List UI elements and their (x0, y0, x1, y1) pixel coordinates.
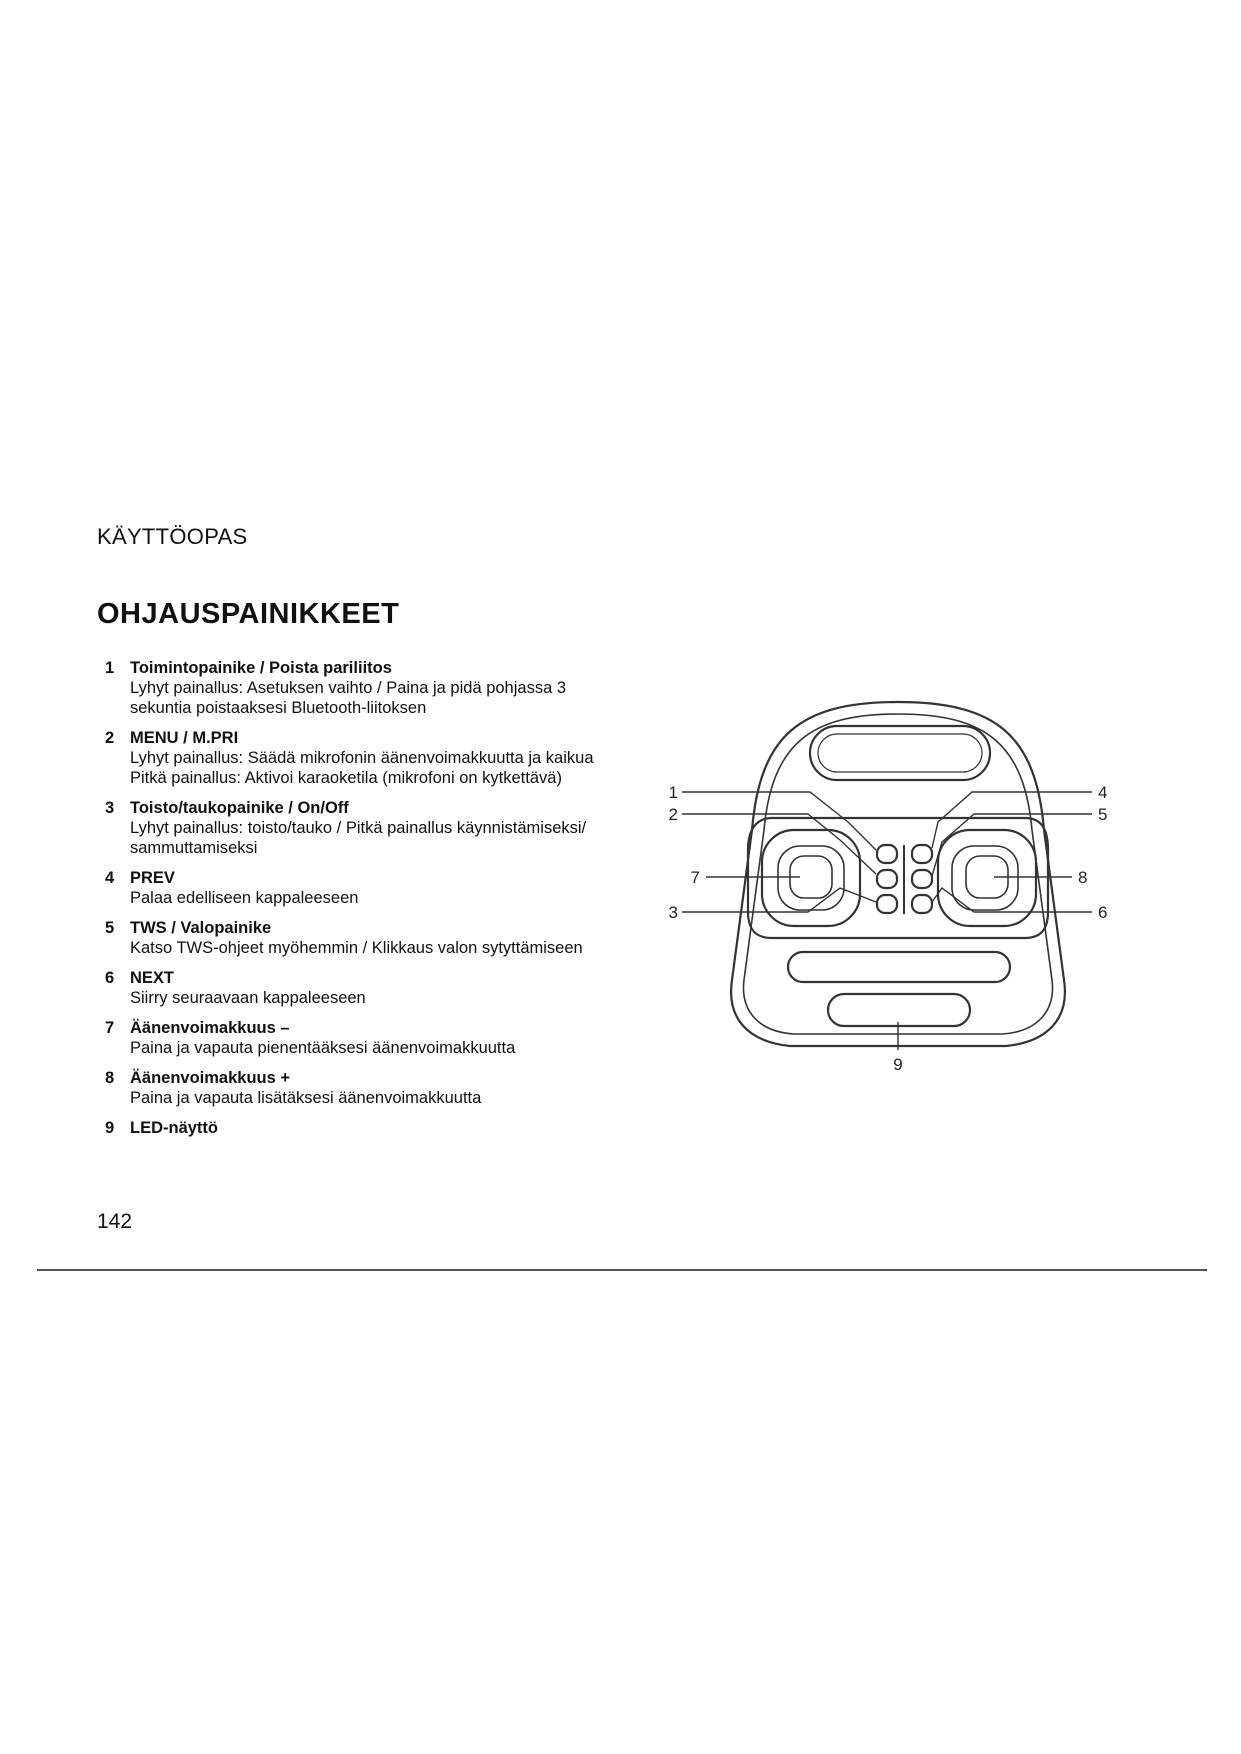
callout-1: 1 (668, 783, 678, 802)
callout-8: 8 (1078, 868, 1088, 887)
list-item (105, 968, 665, 1008)
item-description: Lyhyt painallus: Säädä mikrofonin äänenvoimakkuutta ja kaikua (130, 749, 594, 767)
callout-2: 2 (668, 805, 678, 824)
list-item (105, 1118, 665, 1138)
item-number: 3 (105, 799, 115, 817)
item-description: Paina ja vapauta pienentääksesi äänenvoimakkuutta (130, 1039, 516, 1057)
callout-9: 9 (893, 1055, 903, 1074)
list-item (105, 728, 665, 788)
menu-button (877, 870, 897, 888)
item-description: Lyhyt painallus: Asetuksen vaihto / Paina ja pidä pohjassa 3 (130, 679, 567, 697)
item-number: 2 (105, 729, 115, 747)
item-label: NEXT (130, 969, 175, 987)
list-item (105, 798, 665, 858)
item-number: 5 (105, 919, 115, 937)
list-item (105, 658, 665, 718)
mode-button (877, 845, 897, 863)
item-label: LED-näyttö (130, 1119, 218, 1137)
callout-7: 7 (690, 868, 700, 887)
item-number: 6 (105, 969, 115, 987)
speaker-top-panel-illustration (668, 690, 1120, 1080)
next-button (912, 895, 932, 913)
callout-6: 6 (1098, 903, 1108, 922)
item-label: Äänenvoimakkuus – (130, 1019, 290, 1037)
list-item (105, 918, 665, 958)
item-description: sekuntia poistaaksesi Bluetooth-liitoksen (130, 699, 427, 717)
item-description: Pitkä painallus: Aktivoi karaoketila (mikrofoni on kytkettävä) (130, 769, 562, 787)
item-number: 8 (105, 1069, 115, 1087)
callout-5: 5 (1098, 805, 1108, 824)
front-bar (788, 952, 1010, 982)
item-label: TWS / Valopainike (130, 919, 272, 937)
item-label: PREV (130, 869, 175, 887)
item-description: Lyhyt painallus: toisto/tauko / Pitkä painallus käynnistämiseksi/ (130, 819, 587, 837)
callout-4: 4 (1098, 783, 1108, 802)
play-pause-button (877, 895, 897, 913)
tws-light-button (912, 870, 932, 888)
footer-divider (37, 1269, 1207, 1271)
item-label: MENU / M.PRI (130, 729, 239, 747)
prev-button (912, 845, 932, 863)
leader-line-5 (932, 814, 1092, 876)
item-number: 7 (105, 1019, 115, 1037)
leader-line-4 (932, 792, 1092, 848)
item-label: Äänenvoimakkuus + (130, 1069, 291, 1087)
item-description: sammuttamiseksi (130, 839, 258, 857)
page-title: OHJAUSPAINIKKEET (97, 598, 400, 630)
item-number: 9 (105, 1119, 115, 1137)
list-item (105, 1068, 665, 1108)
item-description: Siirry seuraavaan kappaleeseen (130, 989, 366, 1007)
speaker-control-diagram (668, 690, 1120, 1080)
item-number: 4 (105, 869, 115, 887)
item-number: 1 (105, 659, 115, 677)
list-item (105, 1018, 665, 1058)
item-description: Paina ja vapauta lisätäksesi äänenvoimakkuutta (130, 1089, 482, 1107)
leader-line-2 (682, 814, 876, 874)
control-list (105, 658, 665, 1148)
section-header: KÄYTTÖOPAS (97, 524, 248, 549)
led-strip (828, 994, 970, 1026)
item-label: Toisto/taukopainike / On/Off (130, 799, 349, 817)
item-description: Palaa edelliseen kappaleeseen (130, 889, 359, 907)
list-item (105, 868, 665, 908)
item-description: Katso TWS-ohjeet myöhemmin / Klikkaus valon sytyttämiseen (130, 939, 583, 957)
callout-3: 3 (668, 903, 678, 922)
leader-line-1 (682, 792, 876, 850)
page-number: 142 (97, 1210, 133, 1233)
item-label: Toimintopainike / Poista pariliitos (130, 659, 392, 677)
